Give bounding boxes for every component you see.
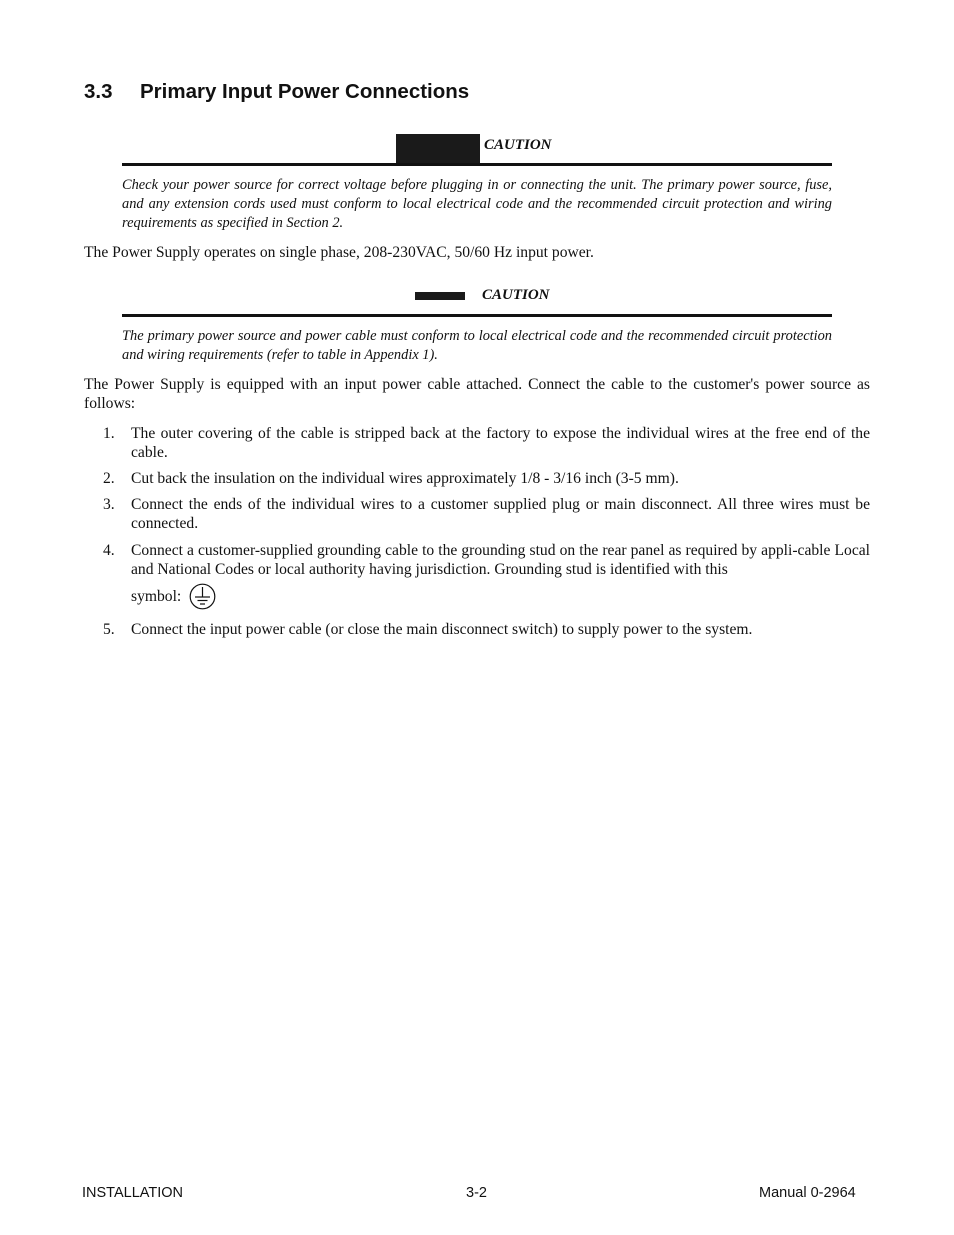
list-item — [84, 620, 870, 639]
caution-label: CAUTION — [484, 137, 552, 153]
protective-earth-ground-icon — [189, 583, 216, 610]
caution-header-1 — [122, 134, 832, 164]
list-item — [84, 424, 870, 469]
footer-page-number: 3-2 — [466, 1185, 487, 1201]
step-text: Connect the ends of the individual wires to a customer supplied plug or main disconnect. All three wires must be connected. — [131, 496, 870, 532]
caution-label: CAUTION — [482, 287, 550, 303]
footer-manual-number: Manual 0-2964 — [759, 1185, 856, 1201]
caution-bar — [415, 292, 465, 300]
step-text: Connect a customer-supplied grounding cable to the grounding stud on the rear panel as required by appli-cable Local and National Codes or local authority having jurisdiction. Grounding stud is identified with this — [131, 542, 870, 578]
step-text: Connect the input power cable (or close the main disconnect switch) to supply power to the system. — [131, 621, 753, 638]
symbol-label: symbol: — [131, 587, 182, 605]
caution-bar — [396, 134, 480, 164]
paragraph-input-power: The Power Supply operates on single phase, 208-230VAC, 50/60 Hz input power. — [84, 244, 594, 261]
caution-rule — [122, 314, 832, 317]
symbol-line — [131, 579, 870, 613]
list-item — [84, 495, 870, 541]
caution-text-1: Check your power source for correct voltage before plugging in or connecting the unit. The primary power source, fuse, and any extension cords used must conform to local electrical code and the recommended circuit protection and wiring requirements as specified in Section 2. — [122, 177, 832, 231]
section-title: Primary Input Power Connections — [140, 80, 470, 103]
step-number: 3. — [103, 496, 115, 513]
caution-header-2 — [122, 285, 832, 315]
footer-chapter: INSTALLATION — [82, 1185, 183, 1201]
section-number: 3.3 — [84, 80, 113, 103]
step-text: The outer covering of the cable is stripped back at the factory to expose the individual wires at the free end of the cable. — [131, 425, 870, 461]
step-text: Cut back the insulation on the individual wires approximately 1/8 - 3/16 inch (3-5 mm). — [131, 470, 679, 487]
step-number: 4. — [103, 542, 115, 559]
list-item — [84, 469, 870, 495]
connection-steps — [84, 424, 870, 639]
paragraph-power-cable: The Power Supply is equipped with an input power cable attached. Connect the cable to the customer's power source as follows: — [84, 376, 870, 412]
section-heading — [84, 80, 469, 104]
list-item — [84, 541, 870, 620]
caution-text-2: The primary power source and power cable must conform to local electrical code and the recommended circuit protection and wiring requirements (refer to table in Appendix 1). — [122, 328, 832, 363]
step-number: 5. — [103, 621, 115, 638]
step-number: 2. — [103, 470, 115, 487]
caution-rule — [122, 163, 832, 166]
step-number: 1. — [103, 425, 115, 442]
